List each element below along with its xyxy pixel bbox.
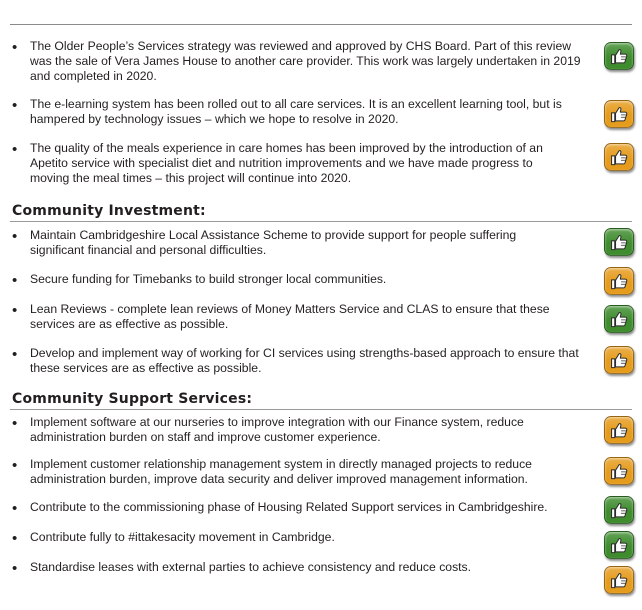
bullet: • bbox=[12, 346, 18, 363]
thumbs-up-icon bbox=[610, 148, 629, 167]
thumbs-up-icon bbox=[610, 536, 629, 555]
item-text: Lean Reviews - complete lean reviews of Money Matters Service and CLAS to ensure that these services are as effective as possible. bbox=[30, 302, 550, 331]
status-badge bbox=[604, 100, 634, 128]
thumbs-up-icon bbox=[610, 272, 629, 291]
thumbs-up-icon bbox=[610, 421, 629, 440]
thumbs-up-icon bbox=[610, 47, 629, 66]
status-badge bbox=[604, 42, 634, 70]
status-badge bbox=[604, 457, 634, 485]
section-heading-community-support: Community Support Services: bbox=[12, 391, 253, 407]
thumbs-up-icon bbox=[610, 310, 629, 329]
item-text: The e-learning system has been rolled out to all care services. It is an excellent learning tool, but is hampered by technology issues – which we hope to resolve in 2020. bbox=[30, 97, 562, 126]
status-badge bbox=[604, 566, 634, 594]
thumbs-up-icon bbox=[610, 571, 629, 590]
status-badge bbox=[604, 496, 634, 524]
status-badge bbox=[604, 305, 634, 333]
status-badge bbox=[604, 143, 634, 171]
item-text: Standardise leases with external parties to achieve consistency and reduce costs. bbox=[30, 560, 472, 574]
bullet: • bbox=[12, 141, 18, 158]
bullet: • bbox=[12, 302, 18, 319]
bullet: • bbox=[12, 560, 18, 577]
bullet: • bbox=[12, 530, 18, 547]
status-badge bbox=[604, 267, 634, 295]
bullet: • bbox=[12, 228, 18, 245]
item-text: Develop and implement way of working for CI services using strengths-based approach to ensure that these services are as effective as possible. bbox=[30, 346, 579, 375]
item-text: The quality of the meals experience in care homes has been improved by the introduction of an Apetito service with specialist diet and nutrition improvements and we have made progress to moving the meal times – this project will continue into 2020. bbox=[30, 141, 543, 185]
thumbs-up-icon bbox=[610, 462, 629, 481]
item-text: Maintain Cambridgeshire Local Assistance Scheme to provide support for people suffering significant financial and personal difficulties. bbox=[30, 228, 517, 257]
section-divider bbox=[10, 409, 632, 410]
bullet: • bbox=[12, 415, 18, 432]
item-text: The Older People’s Services strategy was reviewed and approved by CHS Board. Part of this review was the sale of Vera James House to another care provider. This work was largely undertaken in 2019 and completed in 2020. bbox=[30, 39, 581, 83]
bullet: • bbox=[12, 272, 18, 289]
item-text: Contribute to the commissioning phase of Housing Related Support services in Cambridgeshire. bbox=[30, 500, 548, 514]
status-badge bbox=[604, 228, 634, 256]
status-badge bbox=[604, 346, 634, 374]
thumbs-up-icon bbox=[610, 351, 629, 370]
bullet: • bbox=[12, 500, 18, 517]
status-badge bbox=[604, 416, 634, 444]
top-divider bbox=[10, 24, 632, 25]
bullet: • bbox=[12, 39, 18, 56]
item-text: Secure funding for Timebanks to build stronger local communities. bbox=[30, 272, 387, 286]
thumbs-up-icon bbox=[610, 105, 629, 124]
item-text: Implement software at our nurseries to improve integration with our Finance system, reduce administration burden on staff and improve customer experience. bbox=[30, 415, 524, 444]
thumbs-up-icon bbox=[610, 501, 629, 520]
bullet: • bbox=[12, 457, 18, 474]
item-text: Contribute fully to #ittakesacity movement in Cambridge. bbox=[30, 530, 335, 544]
section-divider bbox=[10, 221, 632, 222]
status-badge bbox=[604, 531, 634, 559]
section-heading-community-investment: Community Investment: bbox=[12, 203, 206, 219]
item-text: Implement customer relationship management system in directly managed projects to reduce administration burden, improve data security and deliver improved management information. bbox=[30, 457, 532, 486]
thumbs-up-icon bbox=[610, 233, 629, 252]
bullet: • bbox=[12, 97, 18, 114]
